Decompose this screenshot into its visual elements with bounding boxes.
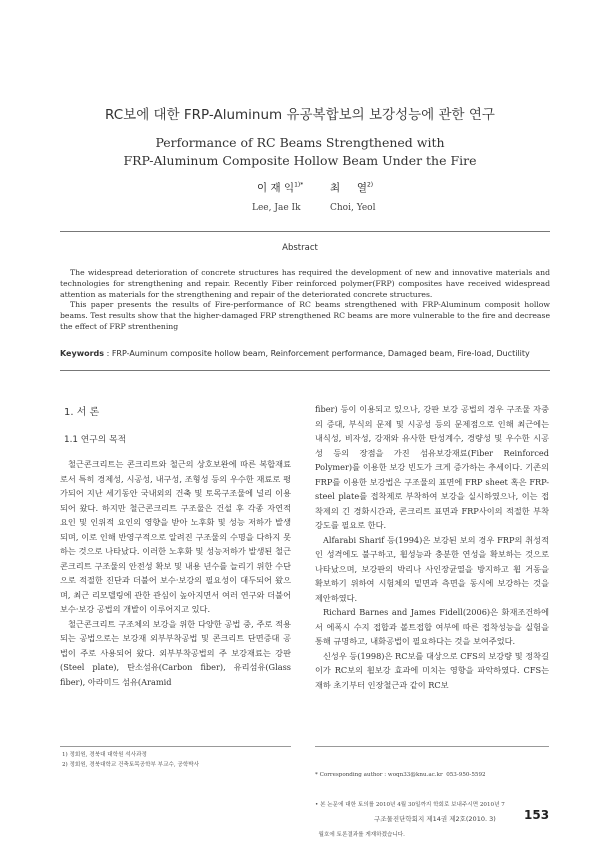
- author-1-name-en: Lee, Jae Ik: [252, 203, 301, 213]
- section-1-title: 1. 서 론: [64, 407, 100, 418]
- footnote-1: 1) 정회원, 경북대 대학원 석사과정: [62, 752, 147, 758]
- keywords: Keywords : FRP-Auminum composite hollow beam, Reinforcement performance, Damaged beam, Fire-load, Ductility: [60, 349, 530, 358]
- abstract-paragraph-1: The widespread deterioration of concrete structures has required the development of new and innovative materials and technologies for strengthening and repair. Recently Fiber reinforced polymer(FRP) composites have received widespread attention as materials for the strengthening and repair of the deteriorated concrete structures.: [60, 268, 550, 299]
- page-number: 153: [524, 808, 550, 822]
- footnotes-right: [315, 750, 551, 850]
- discussion-note-line1: • 본 논문에 대한 토의를 2010년 4월 30일까지 학회로 보내주시면 2010년 7: [315, 802, 505, 808]
- author-1-name-text: 이 재 익: [257, 182, 295, 194]
- paper-title-english-line2: FRP-Aluminum Composite Hollow Beam Under the Fire: [123, 153, 477, 168]
- author-1-name-kr: [257, 180, 303, 195]
- abstract-bottom-rule: [60, 370, 550, 371]
- author-2-name-kr: [330, 180, 373, 195]
- paper-title-korean: RC보에 대한 FRP-Aluminum 유공복합보의 보강성능에 관한 연구: [105, 107, 495, 123]
- footnotes-left: [62, 750, 292, 770]
- paper-title-english-line1: Performance of RC Beams Strengthened with: [155, 135, 445, 150]
- left-column-text: [60, 457, 291, 689]
- abstract-heading: Abstract: [282, 243, 318, 253]
- corresponding-author-note: * Corresponding author : woqn33@knu.ac.kr 053-950-5592: [315, 772, 486, 778]
- author-1-affiliation-mark: 1)*: [294, 181, 304, 189]
- keywords-text: FRP-Auminum composite hollow beam, Reinforcement performance, Damaged beam, Fire-load, Ductility: [111, 349, 530, 358]
- left-paragraph-2: 철근콘크리트 구조체의 보강을 위한 다양한 공법 중, 주로 적용되는 공법으로는 보강재 외부부착공법 및 콘크리트 단면증대 공법이 주로 사용되어 왔다. 외부부착공법의 주 보강재료는 강판(Steel plate), 탄소섬유(Carbon fiber), 유리섬유(Glass fiber), 아라미드 섬유(Aramid: [60, 618, 291, 687]
- footnote-rule-right: [315, 746, 549, 747]
- abstract-paragraph-2: This paper presents the results of Fire-performance of RC beams strengthened with FRP-Aluminum composit hollow beams. Test results show that the higher-damaged FRP strengthened RC beams are more vulnerable to the fire and decrease the effect of FRP strenthening: [60, 300, 550, 331]
- left-paragraph-1: 철근콘크리트는 콘크리트와 철근의 상호보완에 따른 복합재료로서 특히 경제성, 시공성, 내구성, 조형성 등의 우수한 재료로 평가되어 지난 세기동안 국내외의 건축 및 토목구조물에 널리 이용되어 왔다. 하지만 철근콘크리트 구조물은 건설 후 각종 자연적 요인 및 인위적 요인의 영향을 받아 노후화 및 성능 저하가 발생되며, 이로 인해 반영구적으로 알려진 구조물의 수명을 다하지 못 하는 것으로 나타났다. 이러한 노후화 및 성능저하가 발생된 철근콘크리트 구조물의 안전성 확보 및 내용 년수를 늘리기 위한 수단으로 적절한 진단과 더불어 보수·보강의 필요성이 대두되어 왔으며, 최근 리모델링에 관한 관심이 높아지면서 여러 연구와 더불어 보수·보강 공법의 개발이 이루어지고 있다.: [60, 459, 291, 614]
- keywords-label: Keywords: [60, 349, 105, 358]
- right-paragraph-2: Alfarabi Sharif 등(1994)은 보강된 보의 경우 FRP의 취성적인 성격에도 불구하고, 휨성능과 충분한 연성을 확보하는 것으로 나타났으며, 보강판의 박리나 사인장균열을 방지하고 휨 거동을 확보하기 위하여 시험체의 밑면과 측면을 동시에 보강하는 것을 제안하였다.: [315, 534, 549, 603]
- abstract-body: [60, 268, 550, 333]
- abstract-top-rule: [60, 231, 550, 232]
- footnote-2: 2) 정회원, 경북대학교 건축토목공학부 부교수, 공학박사: [62, 762, 200, 768]
- footnote-rule-left: [60, 746, 291, 747]
- author-2-name-text: 최 열: [330, 182, 367, 194]
- subsection-1-1-title: 1.1 연구의 목적: [64, 435, 127, 445]
- right-paragraph-4: 신성우 등(1998)은 RC보를 대상으로 CFS의 보강량 및 정착길이가 RC보의 휨보강 효과에 미치는 영향을 파악하였다. CFS는 재하 초기부터 인장철근과 같이 RC보: [315, 650, 549, 690]
- author-2-name-en: Choi, Yeol: [330, 203, 376, 213]
- author-2-affiliation-mark: 2): [366, 181, 374, 189]
- right-paragraph-1: fiber) 등이 이용되고 있으나, 강판 보강 공법의 경우 구조물 자중의 증대, 부식의 문제 및 시공성 등의 문제점으로 인해 최근에는 내식성, 비자성, 강재와 유사한 탄성계수, 경량성 및 우수한 시공성 등의 장점을 가진 섬유보강재료(Fiber Reinforced Polymer)를 이용한 보강 빈도가 크게 증가하는 추세이다. 기존의 FRP를 이용한 보강법은 구조물의 표면에 FRP sheet 혹은 FRP-steel plate를 접착제로 부착하여 보강을 실시하였으나, 이는 접착제의 긴 경화시간과, 콘크리트 표면과 FRP사이의 적절한 부착강도를 필요로 한다.: [315, 404, 549, 530]
- right-paragraph-3: Richard Barnes and James Fidell(2006)은 화재조건하에서 에폭시 수지 접합과 볼트접합 여부에 따른 접착성능을 실험을 통해 규명하고, 내화공법이 필요하다는 것을 보여주었다.: [315, 607, 549, 646]
- right-column-text: [315, 402, 549, 692]
- journal-citation: 구조물진단학회지 제14권 제2호(2010. 3): [374, 815, 496, 823]
- discussion-note-line2: 월호에 토론결과를 게재하겠습니다.: [315, 832, 405, 838]
